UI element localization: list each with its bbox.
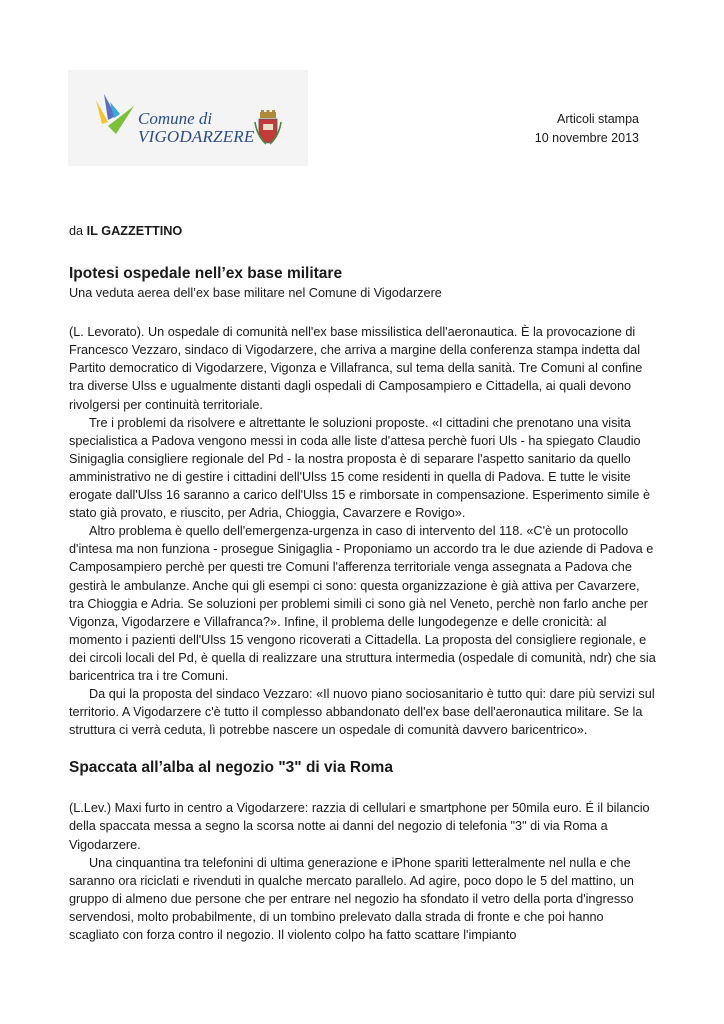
coat-of-arms-icon (254, 110, 282, 146)
document-date: 10 novembre 2013 (534, 131, 639, 145)
logo-emblem-icon (94, 90, 138, 140)
article-1-paragraph: Tre i problemi da risolvere e altrettante le soluzioni proposte. «I cittadini che prenotano una visita specialistica a Padova vengono messi in coda alle liste d'attesa perchè fuori Uls - ha spiegato Claudio Sinigaglia consigliere regionale del Pd - la nostra proposta è di separare l'aspetto sanitario da quello amministrativo ne di gestire i cittadini dell'Ulss 15 come residenti in quella di Padova. E tutte le visite erogate dall'Ulss 16 saranno a carico dell'Ulss 15 e rimborsate in compensazione. Esperimento simile è stato già provato, e riuscito, per Adria, Chioggia, Cavarzere e Rovigo». (69, 415, 650, 521)
article-1-paragraph: Da qui la proposta del sindaco Vezzaro: «Il nuovo piano sociosanitario è tutto qui: dare più servizi sul territorio. A Vigodarzere c'è tutto il complesso abbandonato dell'ex base dell'aeronautica militare. Se la struttura ci verrà ceduta, lì potrebbe nascere un ospedale di comunità davvero baricentrico». (69, 687, 655, 738)
source-line (69, 222, 656, 240)
article-1-title: Ipotesi ospedale nell’ex base militare (69, 265, 343, 283)
source-prefix: da (69, 224, 84, 238)
article-2-paragraph: Una cinquantina tra telefonini di ultima generazione e iPhone spariti letteralmente nel nulla e che saranno ora riciclati e rivenduti in qualche mercato parallelo. Ad agire, poco dopo le 5 del mattino, un gruppo di almeno due persone che per entrare nel negozio ha sfondato il vetro della porta d'ingresso servendosi, molto probabilmente, di un tombino prelevato dalla strada di fronte e che poi hanno scagliato con forza contro il negozio. Il violento colpo ha fatto scattare l'impianto (69, 855, 634, 942)
logo-line-1: Comune di (138, 109, 213, 128)
logo-line-2: VIGODARZERE (138, 127, 255, 146)
logo-wordmark (138, 110, 254, 145)
article-1-paragraph: (L. Levorato). Un ospedale di comunità nell'ex base missilistica dell'aeronautica. È la provocazione di Francesco Vezzaro, sindaco di Vigodarzere, che arriva a margine della conferenza stampa indetta dal Partito democratico di Vigodarzere, Vigonza e Villafranca, sul tema della sanità. Tre Comuni al confine tra diverse Ulss e ugualmente distanti dagli ospedali di Camposampiero e Cittadella, ai quali devono rivolgersi per continuità territoriale. (69, 325, 643, 412)
municipality-logo (68, 70, 308, 166)
document-meta (535, 110, 639, 148)
source-name: IL GAZZETTINO (86, 224, 183, 238)
article-1-subtitle: Una veduta aerea dell’ex base militare nel Comune di Vigodarzere (69, 286, 442, 301)
article-2-title: Spaccata all’alba al negozio "3" di via Roma (69, 759, 393, 777)
document-type: Articoli stampa (557, 112, 639, 126)
article-2-paragraph: (L.Lev.) Maxi furto in centro a Vigodarzere: razzia di cellulari e smartphone per 50mila euro. É il bilancio della spaccata messa a segno la scorsa notte ai danni del negozio di telefonia "3" di via Roma a Vigodarzere. (69, 801, 650, 852)
article-1-paragraph: Altro problema è quello dell'emergenza-urgenza in caso di intervento del 118. «C'è un protocollo d'intesa ma non funziona - prosegue Sinigaglia - Proponiamo un accordo tra le due aziende di Padova e Camposampiero perchè per questi tre Comuni l'afferenza territoriale venga assegnata a Padova che gestirà le ambulanze. Anche qui gli esempi ci sono: questa organizzazione è già attiva per Cavarzere, tra Chioggia e Adria. Se soluzioni per problemi simili ci sono già nel Veneto, perchè non farlo anche per Vigonza, Vigodarzere e Villafranca?». Infine, il problema delle lungodegenze e delle cronicità: al momento i pazienti dell'Ulss 15 vengono ricoverati a Cittadella. La proposta del consigliere regionale, e dei circoli locali del Pd, è quella di realizzare una struttura intermedia (ospedale di comunità, ndr) che sia baricentrica tra i tre Comuni. (69, 524, 656, 683)
article-content (69, 222, 656, 944)
